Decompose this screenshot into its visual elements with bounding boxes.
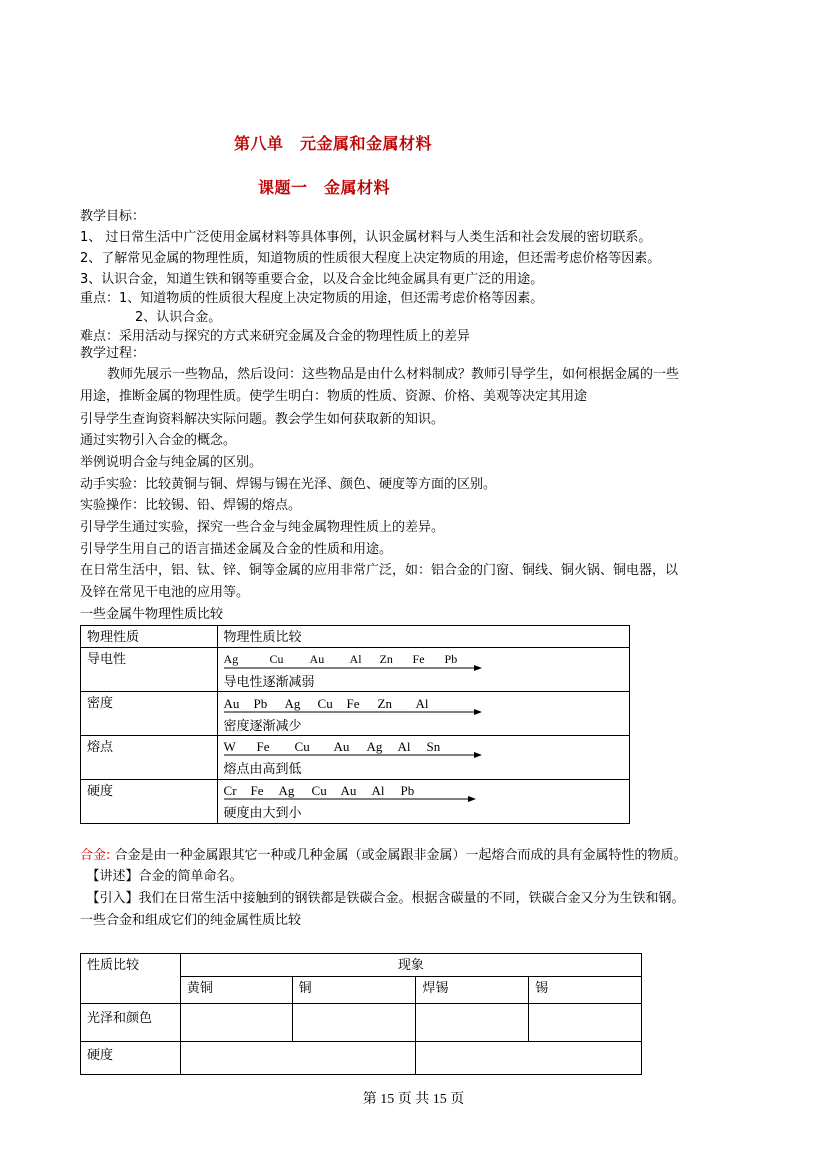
metal-symbol: W bbox=[223, 739, 236, 754]
metal-symbol: Pb bbox=[400, 783, 415, 798]
table-row bbox=[81, 780, 630, 824]
objective-3: 3、认识合金，知道生铁和钢等重要合金，以及合金比纯金属具有更广泛的用途。 bbox=[80, 272, 544, 287]
objective-1: 1、 过日常生活中广泛使用金属材料等具体事例，认识金属材料与人类生活和社会发展的密切联系。 bbox=[80, 230, 652, 245]
key-point-2: 2、认识合金。 bbox=[135, 310, 222, 325]
comparison-cell bbox=[217, 692, 629, 736]
alloy-definition bbox=[80, 846, 687, 866]
metal-symbol: Fe bbox=[256, 739, 270, 754]
table-row bbox=[81, 1042, 642, 1075]
table-row bbox=[81, 1004, 642, 1042]
metal-symbol: Sn bbox=[426, 739, 441, 754]
lesson-title: 课题一 金属材料 bbox=[258, 178, 391, 197]
metal-symbol: Al bbox=[397, 739, 411, 754]
process-paragraph-1b: 用途，推断金属的物理性质。使学生明白：物质的性质、资源、价格、美观等决定其用途 bbox=[80, 389, 588, 404]
metal-sequence bbox=[224, 652, 629, 667]
table-row bbox=[81, 648, 630, 692]
alloy-definition-text: 合金是由一种金属跟其它一种或几种金属（或金属跟非金属）一起熔合而成的具有金属特性的物质。 bbox=[110, 848, 687, 863]
key-point-1: 重点：1、知道物质的性质很大程度上决定物质的用途，但还需考虑价格等因素。 bbox=[80, 291, 544, 306]
row-header: 光泽和颜色 bbox=[81, 1004, 181, 1042]
process-line: 通过实物引入合金的概念。 bbox=[80, 433, 237, 448]
process-line: 举例说明合金与纯金属的区别。 bbox=[80, 455, 263, 470]
process-line: 实验操作：比较锡、铅、焊锡的熔点。 bbox=[80, 498, 302, 513]
metal-symbol: Ag bbox=[284, 696, 301, 711]
metal-sequence bbox=[224, 739, 629, 755]
alloy-label: 合金: bbox=[80, 848, 111, 863]
property-cell: 熔点 bbox=[81, 736, 218, 780]
metal-symbol: Cu bbox=[294, 739, 310, 754]
table1-caption: 一些金属牛物理性质比较 bbox=[80, 607, 224, 622]
metal-symbol: Al bbox=[415, 696, 429, 711]
metal-properties-table bbox=[80, 625, 630, 824]
metal-symbol: Zn bbox=[379, 652, 393, 666]
comparison-cell bbox=[217, 736, 629, 780]
intro-note: 【引入】我们在日常生活中接触到的钢铁都是铁碳合金。根据含碳量的不同，铁碳合金又分为生铁和钢。 bbox=[80, 891, 685, 906]
table-header-cell: 物理性质 bbox=[81, 626, 218, 648]
page-footer: 第 15 页 共 15 页 bbox=[362, 1092, 465, 1107]
table-row bbox=[81, 692, 630, 736]
trend-note: 熔点由高到低 bbox=[223, 762, 302, 777]
table-corner-cell: 性质比较 bbox=[81, 954, 181, 1004]
objective-2: 2、了解常见金属的物理性质，知道物质的性质很大程度上决定物质的用途，但还需考虑价格等因素。 bbox=[80, 251, 661, 266]
metal-symbol: Al bbox=[371, 783, 385, 798]
metal-symbol: Au bbox=[223, 696, 240, 711]
column-header: 锡 bbox=[529, 977, 642, 1004]
metal-symbol: Pb bbox=[444, 652, 458, 666]
column-header: 黄铜 bbox=[180, 977, 292, 1004]
comparison-cell bbox=[217, 648, 629, 692]
row-header: 硬度 bbox=[81, 1042, 181, 1075]
table-row bbox=[81, 736, 630, 780]
comparison-cell bbox=[217, 780, 629, 824]
objectives-heading: 教学目标： bbox=[80, 209, 146, 224]
process-heading: 教学过程： bbox=[80, 346, 146, 361]
empty-cell bbox=[416, 1004, 529, 1042]
unit-title: 第八单 元金属和金属材料 bbox=[234, 134, 433, 153]
column-header: 铜 bbox=[292, 977, 416, 1004]
table-group-header: 现象 bbox=[180, 954, 641, 977]
trend-note: 硬度由大到小 bbox=[223, 806, 302, 821]
difficulty: 难点：采用活动与探究的方式来研究金属及合金的物理性质上的差异 bbox=[80, 329, 471, 344]
property-cell: 硬度 bbox=[81, 780, 218, 824]
metal-symbol: Au bbox=[333, 739, 350, 754]
metal-symbol: Ag bbox=[366, 739, 383, 754]
table-header-row bbox=[81, 954, 642, 977]
metal-symbol: Fe bbox=[412, 652, 425, 666]
column-header: 焊锡 bbox=[416, 977, 529, 1004]
metal-symbol: Fe bbox=[250, 783, 264, 798]
table-header-row bbox=[81, 626, 630, 648]
trend-note: 密度逐渐减少 bbox=[223, 719, 302, 734]
empty-cell bbox=[180, 1042, 416, 1075]
process-line: 动手实验：比较黄铜与铜、焊锡与锡在光泽、颜色、硬度等方面的区别。 bbox=[80, 477, 497, 492]
empty-cell bbox=[292, 1004, 416, 1042]
metal-symbol: Fe bbox=[346, 696, 360, 711]
table2-caption: 一些合金和组成它们的纯金属性质比较 bbox=[80, 913, 302, 928]
metal-symbol: Al bbox=[349, 652, 362, 666]
empty-cell bbox=[416, 1042, 642, 1075]
process-paragraph-1: 教师先展示一些物品，然后设问：这些物品是由什么材料制成？教师引导学生，如何根据金属的一些 bbox=[107, 367, 680, 382]
process-line: 及锌在常见干电池的应用等。 bbox=[80, 585, 250, 600]
metal-symbol: Cu bbox=[317, 696, 333, 711]
metal-symbol: Cr bbox=[223, 783, 237, 798]
process-line: 在日常生活中，铝、钛、锌、铜等金属的应用非常广泛，如：铝合金的门窗、铜线、铜火锅、铜电器，以 bbox=[80, 563, 679, 578]
metal-symbol: Cu bbox=[311, 783, 327, 798]
process-line: 引导学生通过实验，探究一些合金与纯金属物理性质上的差异。 bbox=[80, 520, 445, 535]
trend-note: 导电性逐渐减弱 bbox=[223, 675, 315, 690]
metal-symbol: Cu bbox=[269, 652, 284, 666]
metal-symbol: Au bbox=[340, 783, 357, 798]
empty-cell bbox=[529, 1004, 642, 1042]
explain-note: 【讲述】合金的简单命名。 bbox=[80, 869, 243, 884]
metal-symbol: Ag bbox=[278, 783, 295, 798]
table-header-cell: 物理性质比较 bbox=[217, 626, 629, 648]
metal-sequence bbox=[224, 696, 629, 712]
process-line: 引导学生用自己的语言描述金属及合金的性质和用途。 bbox=[80, 542, 393, 557]
property-cell: 导电性 bbox=[81, 648, 218, 692]
empty-cell bbox=[180, 1004, 292, 1042]
property-cell: 密度 bbox=[81, 692, 218, 736]
metal-symbol: Au bbox=[309, 652, 325, 666]
alloy-comparison-table bbox=[80, 953, 642, 1075]
metal-symbol: Ag bbox=[223, 652, 239, 666]
metal-symbol: Pb bbox=[253, 696, 268, 711]
metal-symbol: Zn bbox=[377, 696, 392, 711]
process-line: 引导学生查询资料解决实际问题。教会学生如何获取新的知识。 bbox=[80, 412, 445, 427]
